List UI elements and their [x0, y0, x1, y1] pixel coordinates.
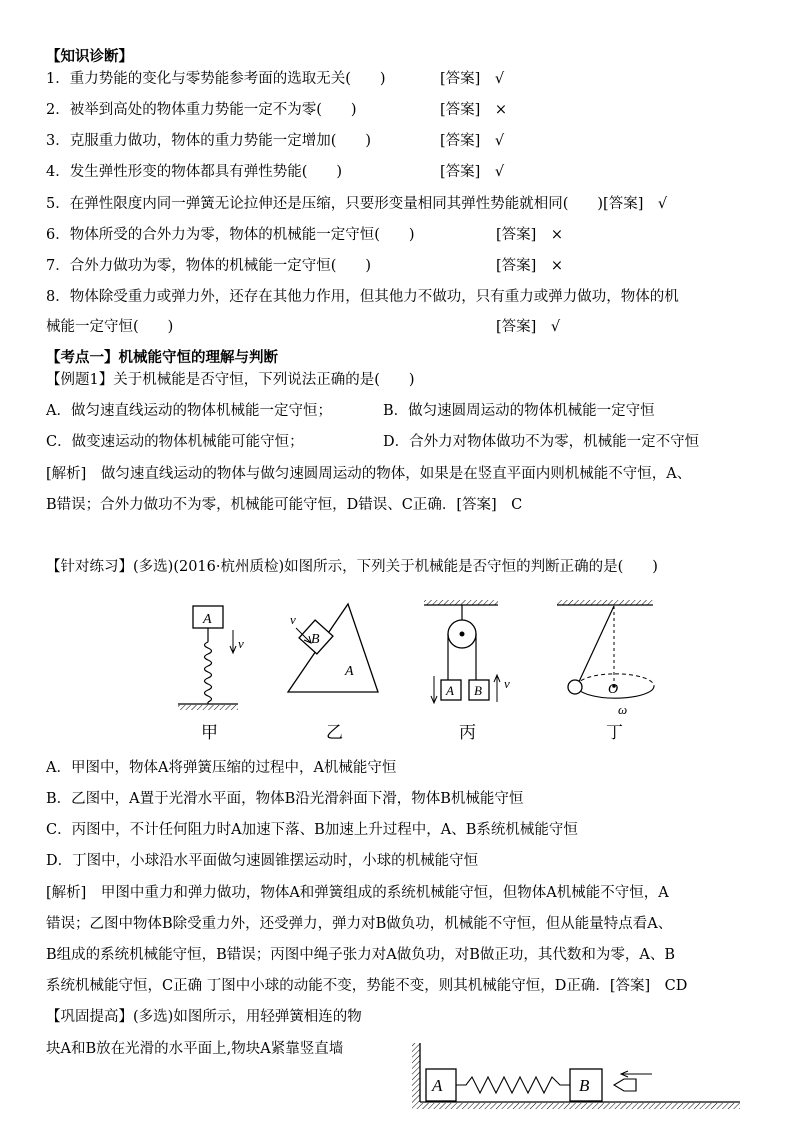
diagnosis-answer-6: [答案] × [496, 227, 563, 243]
figure-ding-caption: 丁 [606, 723, 623, 742]
practice-option-d: D．丁图中，小球沿水平面做匀速圆锥摆运动时，小球的机械能守恒 [46, 853, 479, 869]
example-option-b: B．做匀速圆周运动的物体机械能一定守恒 [383, 403, 655, 419]
practice-question: 【针对练习】(多选)(2016·杭州质检)如图所示，下列关于机械能是否守恒的判断正确的是( ) [46, 559, 658, 575]
figure-yi-v-label: v [290, 612, 296, 627]
practice-analysis-4: 系统机械能守恒，C正确 丁图中小球的动能不变，势能不变，则其机械能守恒，D正确．[答案] CD [46, 978, 688, 994]
diagnosis-item-3: 3．克服重力做功，物体的重力势能一定增加( ) [46, 133, 372, 149]
figure-bing-caption: 丙 [459, 723, 476, 742]
diagnosis-item-1: 1．重力势能的变化与零势能参考面的选取无关( ) [46, 71, 386, 87]
example-analysis-2: B错误；合外力做功不为零，机械能可能守恒，D错误、C正确．[答案] C [46, 497, 523, 513]
example-option-a: A．做匀速直线运动的物体机械能一定守恒； [46, 403, 332, 419]
consolidate-line-2: 块A和B放在光滑的水平面上,物块A紧靠竖直墙 [46, 1041, 344, 1057]
diagnosis-item-5: 5．在弹性限度内同一弹簧无论拉伸还是压缩，只要形变量相同其弹性势能就相同( )[答案] √ [46, 196, 668, 212]
diagnosis-answer-1: [答案] √ [440, 71, 505, 87]
figure-jia-v-label: v [238, 636, 244, 651]
practice-option-a: A．甲图中，物体A将弹簧压缩的过程中，A机械能守恒 [46, 760, 397, 776]
diagnosis-item-6: 6．物体所受的合外力为零，物体的机械能一定守恒( ) [46, 227, 415, 243]
figure-jia-block-label: A [203, 612, 212, 627]
diagnosis-answer-4: [答案] √ [440, 164, 505, 180]
diagnosis-item-8: 8．物体除受重力或弹力外，还存在其他力作用，但其他力不做功，只有重力或弹力做功，物体的机 [46, 289, 679, 305]
practice-analysis-1: [解析] 甲图中重力和弹力做功，物体A和弹簧组成的系统机械能守恒，但物体A机械能不守恒，A [46, 885, 669, 901]
figure-ding-omega-label: ω [618, 702, 628, 717]
diagnosis-answer-8: [答案] √ [496, 319, 561, 335]
consolidate-block-b-label: B [579, 1076, 590, 1095]
figure-ding [557, 600, 654, 742]
diagnosis-item-4: 4．发生弹性形变的物体都具有弹性势能( ) [46, 164, 343, 180]
consolidate-block-a-label: A [432, 1076, 443, 1095]
example-option-c: C．做变速运动的物体机械能可能守恒； [46, 434, 304, 450]
figure-bing-v-label: v [504, 676, 510, 691]
figure-yi-caption: 乙 [326, 723, 343, 742]
figure-ding-center-label: O [608, 682, 619, 697]
figure-bing-block-b-label: B [474, 683, 482, 698]
consolidate-figure [400, 1035, 750, 1120]
diagnosis-answer-7: [答案] × [496, 258, 563, 274]
example-question: 【例题1】关于机械能是否守恒，下列说法正确的是( ) [46, 372, 415, 388]
section-heading-kaodian1: 【考点一】机械能守恒的理解与判断 [46, 349, 278, 366]
figure-yi-wedge-label: A [345, 664, 354, 679]
practice-figures [0, 590, 794, 750]
diagnosis-item-7: 7．合外力做功为零，物体的机械能一定守恒( ) [46, 258, 372, 274]
section-heading-diagnosis: 【知识诊断】 [46, 48, 133, 65]
consolidate-line-1: 【巩固提高】(多选)如图所示，用轻弹簧相连的物 [46, 1009, 362, 1025]
figure-jia-caption: 甲 [201, 723, 218, 742]
diagnosis-item-2: 2．被举到高处的物体重力势能一定不为零( ) [46, 102, 357, 118]
practice-analysis-3: B组成的系统机械能守恒，B错误；丙图中绳子张力对A做负功，对B做正功，其代数和为零，A、B [46, 947, 676, 963]
example-option-d: D．合外力对物体做功不为零，机械能一定不守恒 [383, 434, 700, 450]
figure-yi-block-label: B [311, 632, 320, 647]
figure-bing [424, 600, 510, 742]
diagnosis-answer-3: [答案] √ [440, 133, 505, 149]
practice-option-b: B．乙图中，A置于光滑水平面，物体B沿光滑斜面下滑，物体B机械能守恒 [46, 791, 524, 807]
practice-analysis-2: 错误；乙图中物体B除受重力外，还受弹力，弹力对B做负功，机械能不守恒，但从能量特点看A、 [46, 916, 673, 932]
figure-jia [178, 606, 244, 742]
diagnosis-answer-2: [答案] × [440, 102, 507, 118]
figure-bing-block-a-label: A [446, 683, 454, 698]
practice-option-c: C．丙图中，不计任何阻力时A加速下落、B加速上升过程中，A、B系统机械能守恒 [46, 822, 578, 838]
diagnosis-item-8-cont: 械能一定守恒( ) [46, 319, 174, 335]
example-analysis-1: [解析] 做匀速直线运动的物体与做匀速圆周运动的物体，如果是在竖直平面内则机械能不守恒，A、 [46, 466, 692, 482]
figure-yi [288, 604, 378, 742]
